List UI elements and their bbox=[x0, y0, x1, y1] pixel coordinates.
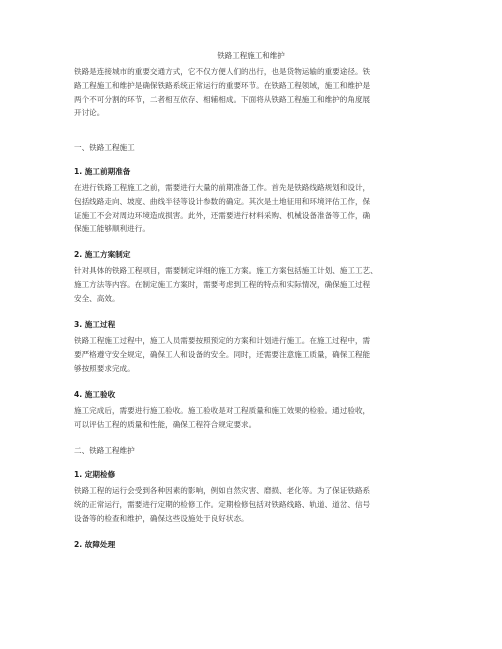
text-line: 铁路是连接城市的重要交通方式，它不仅方便人们的出行，也是货物运输的重要途径。铁 bbox=[74, 67, 371, 76]
paragraph-plan bbox=[74, 264, 434, 305]
text-line: 针对具体的铁路工程项目，需要制定详细的施工方案。施工方案包括施工计划、施工工艺、 bbox=[74, 266, 378, 275]
paragraph-preparation bbox=[74, 181, 434, 236]
section-heading-maintenance: 二、铁路工程维护 bbox=[74, 446, 135, 455]
paragraph-process bbox=[74, 334, 434, 375]
subheading-process: 3. 施工过程 bbox=[74, 320, 116, 329]
paragraph-inspection bbox=[74, 484, 434, 525]
text-line: 安全、高效。 bbox=[74, 293, 120, 303]
text-line: 设备等的检查和维护，确保这些设施处于良好状态。 bbox=[74, 513, 249, 523]
subheading-fault-handling: 2. 故障处理 bbox=[74, 540, 116, 549]
text-line: 施工方法等内容。在制定施工方案时，需要考虑到工程的特点和实际情况，确保施工过程 bbox=[74, 279, 371, 289]
subheading-preparation: 1. 施工前期准备 bbox=[74, 167, 131, 176]
text-line: 证施工不会对周边环境造成损害。此外，还需要进行材料采购、机械设备准备等工作，确 bbox=[74, 210, 371, 220]
text-line: 开讨论。 bbox=[74, 108, 105, 118]
text-line: 在进行铁路工程施工之前，需要进行大量的前期准备工作。首先是铁路线路规划和设计， bbox=[74, 183, 371, 192]
text-line: 铁路工程的运行会受到各种因素的影响，例如自然灾害、磨损、老化等。为了保证铁路系 bbox=[74, 486, 371, 495]
subheading-acceptance: 4. 施工验收 bbox=[74, 390, 116, 399]
text-line: 要严格遵守安全规定，确保工人和设备的安全。同时，还需要注意施工质量，确保工程能 bbox=[74, 349, 371, 359]
text-line: 统的正常运行，需要进行定期的检修工作。定期检修包括对铁路线路、轨道、道岔、信号 bbox=[74, 499, 371, 509]
text-line: 两个不可分割的环节，二者相互依存、相辅相成。下面将从铁路工程施工和维护的角度展 bbox=[74, 94, 371, 104]
text-line: 保施工能够顺利进行。 bbox=[74, 224, 150, 234]
section-heading-construction: 一、铁路工程施工 bbox=[74, 143, 135, 152]
subheading-inspection: 1. 定期检修 bbox=[74, 470, 116, 479]
text-line: 可以评估工程的质量和性能，确保工程符合规定要求。 bbox=[74, 419, 257, 429]
subheading-plan: 2. 施工方案制定 bbox=[74, 250, 131, 259]
intro-paragraph bbox=[74, 65, 434, 120]
text-line: 路工程施工和维护是确保铁路系统正常运行的重要环节。在铁路工程领域，施工和维护是 bbox=[74, 80, 371, 90]
text-line: 包括线路走向、坡度、曲线半径等设计参数的确定。其次是土地征用和环境评估工作，保 bbox=[74, 196, 371, 206]
document-title: 铁路工程施工和维护 bbox=[217, 51, 285, 60]
text-line: 铁路工程施工过程中，施工人员需要按照预定的方案和计划进行施工。在施工过程中，需 bbox=[74, 336, 371, 345]
text-line: 够按照要求完成。 bbox=[74, 363, 135, 373]
text-line: 施工完成后，需要进行施工验收。施工验收是对工程质量和施工效果的检验。通过验收， bbox=[74, 406, 371, 415]
paragraph-acceptance bbox=[74, 404, 434, 432]
